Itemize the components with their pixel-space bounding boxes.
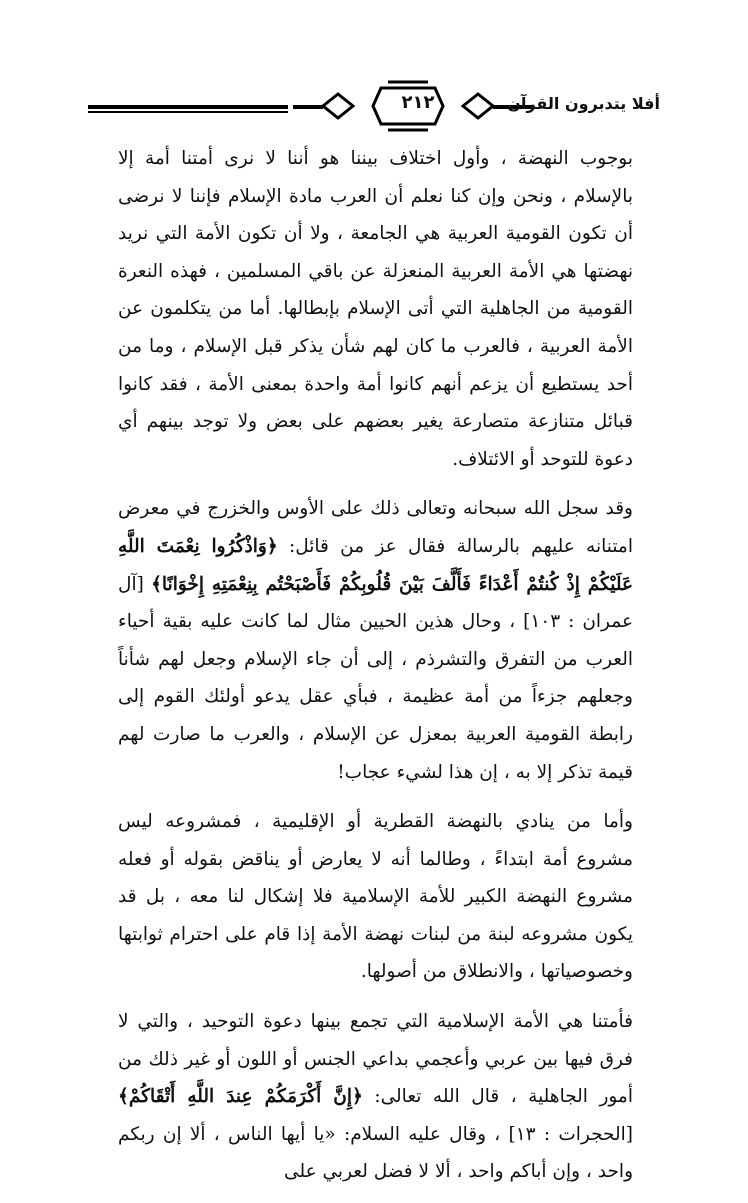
text-segment: [آل عمران : ١٠٣] ، وحال هذين الحيين مثال لما كانت عليه بقية أحياء العرب من التفرق والتشرذم ، إلى أن جاء الإسلام وجعل لهم شأناً وجعلهم جزءاً من أمة عظيمة ، فبأي عقل يدعو أولئك القوم إلى رابطة القومية العربية بمعزل عن الإسلام ، والعرب ما صارت لهم قيمة تذكر إلا به ، إن هذا لشيء عجاب! bbox=[118, 573, 633, 783]
header-rule-left bbox=[88, 105, 288, 109]
quran-verse: ﴿وَاذْكُرُوا نِعْمَتَ اللَّهِ عَلَيْكُمْ إِذْ كُنتُمْ أَعْدَاءً فَأَلَّفَ بَيْنَ قُلُوبِكُمْ فَأَصْبَحْتُم بِنِعْمَتِهِ إِخْوَانًا﴾ bbox=[118, 535, 633, 595]
page-header bbox=[88, 78, 660, 134]
quran-verse: ﴿إِنَّ أَكْرَمَكُمْ عِندَ اللَّهِ أَتْقَاكُمْ﴾ bbox=[118, 1086, 363, 1108]
page-number: ٢١٢ bbox=[401, 92, 435, 113]
text-segment: [الحجرات : ١٣] ، وقال عليه السلام: «يا أيها الناس ، ألا إن ربكم واحد ، وإن أباكم واحد ، ألا لا فضل لعربي على bbox=[118, 1123, 633, 1183]
paragraph bbox=[118, 1003, 633, 1191]
paragraph bbox=[118, 803, 633, 991]
text-segment: بوجوب النهضة ، وأول اختلاف بيننا هو أننا لا نرى أمتنا أمة إلا بالإسلام ، ونحن وإن كنا نعلم أن العرب مادة الإسلام فإننا لا نرضى أن تكون القومية العربية هي الجامعة ، ولا أن تكون الأمة التي نريد نهضتها هي الأمة العربية المنعزلة عن باقي المسلمين ، فهذه النعرة القومية من الجاهلية التي أتى الإسلام بإبطالها. أما من يتكلمون عن الأمة العربية ، فالعرب ما كان لهم شأن يذكر قبل الإسلام ، وما من أحد يستطيع أن يزعم أنهم كانوا أمة واحدة بمعنى الأمة ، فقد كانوا قبائل متنازعة متصارعة يغير بعضهم على بعض ولا توجد بينهم أي دعوة للتوحد أو الائتلاف. bbox=[118, 148, 633, 470]
text-segment: وقد سجل الله سبحانه وتعالى ذلك على الأوس والخزرج في معرض امتنانه عليهم بالرسالة فقال عز من قائل: bbox=[118, 498, 633, 557]
running-title: أفلا يتدبرون القرآن bbox=[507, 94, 660, 113]
body-text bbox=[118, 140, 633, 1203]
text-segment: فأمتنا هي الأمة الإسلامية التي تجمع بينها دعوة التوحيد ، والتي لا فرق فيها بين عربي وأعجمي بداعي الجنس أو اللون أو غير ذلك من أمور الجاهلية ، قال الله تعالى: bbox=[118, 1011, 633, 1108]
paragraph bbox=[118, 490, 633, 791]
paragraph bbox=[118, 140, 633, 478]
text-segment: وأما من ينادي بالنهضة القطرية أو الإقليمية ، فمشروعه ليس مشروع أمة ابتداءً ، وطالما أنه لا يعارض أو يناقض بقوله أو فعله مشروع النهضة الكبير للأمة الإسلامية فلا إشكال لنا معه ، بل قد يكون مشروعه لبنة من لبنات نهضة الأمة إذا قام على احترام ثوابتها وخصوصياتها ، والانطلاق من أصولها. bbox=[118, 811, 633, 983]
